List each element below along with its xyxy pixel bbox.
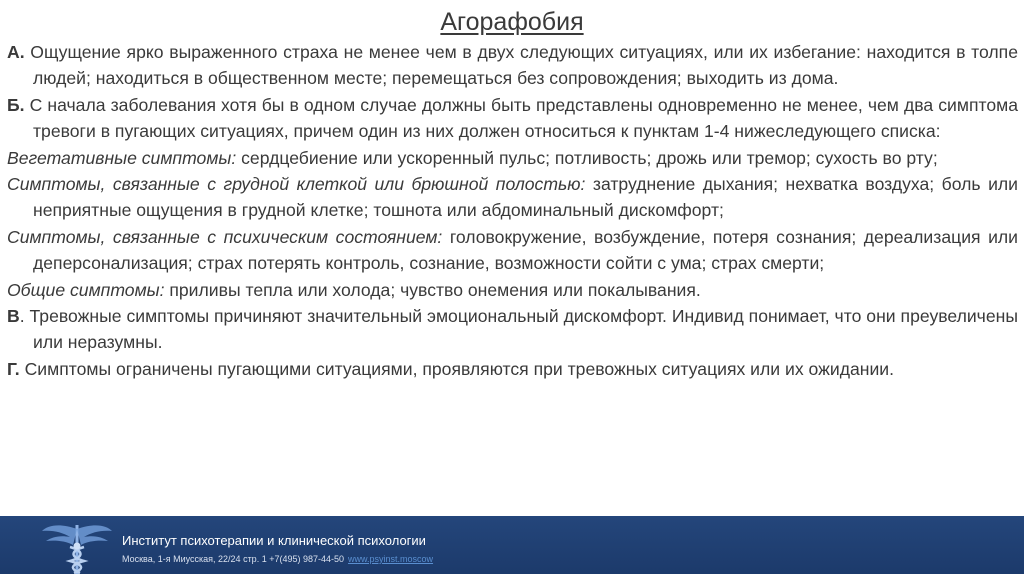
paragraph-text: . Тревожные симптомы причиняют значительный эмоциональный дискомфорт. Индивид понимает, что они преувеличены или неразумны. [19, 306, 1018, 353]
paragraph-v [7, 303, 1018, 356]
paragraph-text: Ощущение ярко выраженного страха не менее чем в двух следующих ситуациях, или их избегание: находится в толпе людей; находиться в общественном месте; перемещаться без сопровождения; выходить из дома. [30, 42, 1018, 89]
paragraph-g [7, 356, 1018, 382]
paragraph-text: сердцебиение или ускоренный пульс; потливость; дрожь или тремор; сухость во рту; [241, 147, 938, 168]
paragraph-label: А. [7, 42, 25, 62]
paragraph-general [7, 277, 1018, 303]
paragraph-label: В [7, 306, 20, 327]
paragraph-chest [7, 171, 1018, 224]
institute-address [122, 553, 433, 565]
paragraph-label: Б. [7, 94, 25, 115]
paragraph-text: С начала заболевания хотя бы в одном случае должны быть представлены одновременно не менее, чем два симптома тревоги в пугающих ситуациях, причем один из них должен относиться к пунктам 1-4 нижеследующего списка: [29, 94, 1018, 142]
paragraph-label: Г. [7, 358, 20, 379]
slide-title: Агорафобия [440, 8, 584, 36]
paragraph-vegetative [7, 145, 1018, 171]
slide-content [7, 39, 1018, 382]
paragraph-text: затруднение дыхания; нехватка воздуха; боль или неприятные ощущения в грудной клетке; тошнота или абдоминальный дискомфорт; [33, 174, 1018, 221]
paragraph-text: Симптомы ограничены пугающими ситуациями, проявляются при тревожных ситуациях или их ожидании. [24, 358, 895, 379]
paragraph-italic-heading: Симптомы, связанные с грудной клеткой или брюшной полостью: [7, 174, 586, 195]
address-text: Москва, 1-я Миусская, 22/24 стр. 1 +7(495) 987-44-50 [122, 554, 345, 564]
paragraph-italic-heading: Вегетативные симптомы: [7, 147, 237, 168]
paragraph-italic-heading: Общие симптомы: [7, 279, 165, 300]
institute-website-link[interactable]: www.psyinst.moscow [348, 554, 434, 564]
paragraph-text: головокружение, возбуждение, потеря сознания; дереализация или деперсонализация; страх потерять контроль, сознание, возможности сойти с ума; страх смерти; [33, 226, 1019, 274]
paragraph-text: приливы тепла или холода; чувство онемения или покалывания. [169, 279, 701, 300]
caduceus-icon [40, 519, 114, 574]
paragraph-b [7, 92, 1018, 145]
paragraph-mental [7, 224, 1018, 277]
paragraph-italic-heading: Симптомы, связанные с психическим состоянием: [7, 226, 443, 247]
institute-name: Институт психотерапии и клинической психологии [122, 533, 426, 548]
paragraph-a [7, 39, 1018, 92]
